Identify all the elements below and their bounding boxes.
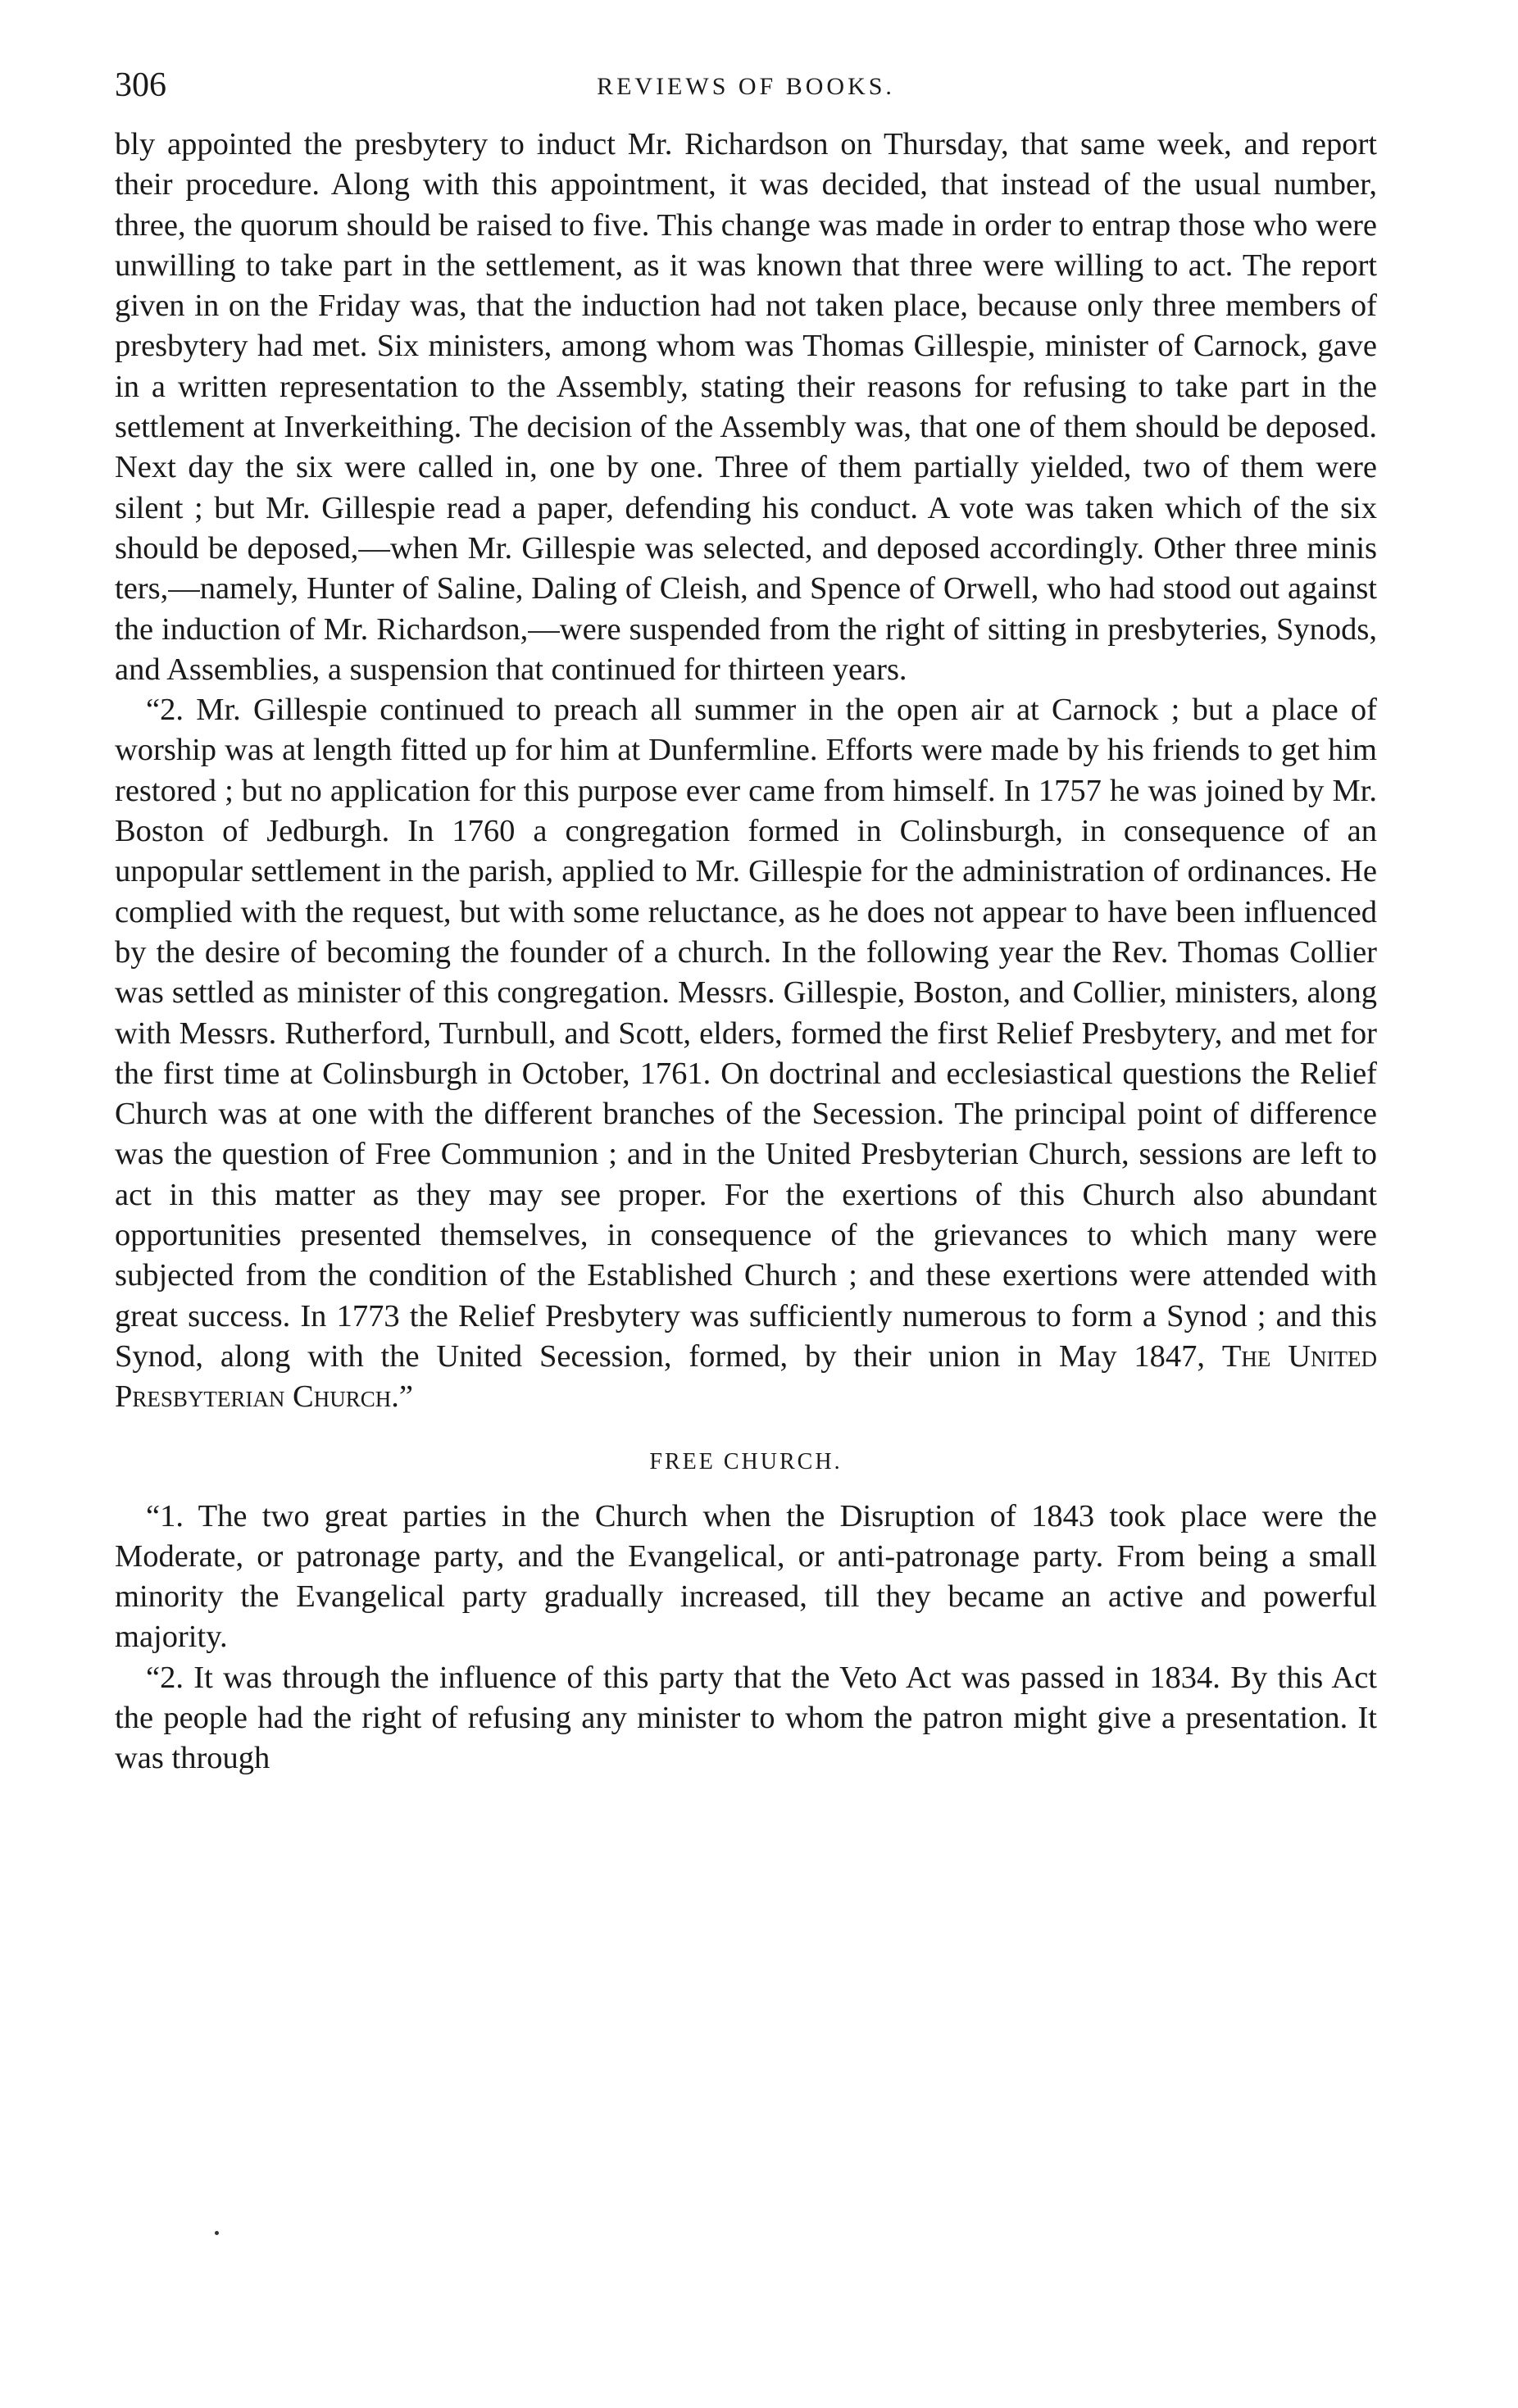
paragraph-free-church-2: “2. It was through the influence of this party that the Veto Act was passed in 1834. By this Act the people had the right of refusing any minister to whom the patron might give a presentation. It was through bbox=[115, 1660, 1377, 1776]
body-text bbox=[115, 125, 1377, 1779]
stray-ink-dot bbox=[215, 2231, 219, 2235]
church-name-small-caps: The United Presbyterian Church.” bbox=[115, 1338, 1377, 1415]
paragraph-relief-church bbox=[115, 690, 1377, 1417]
page-number: 306 bbox=[115, 66, 166, 104]
running-head bbox=[115, 64, 1377, 107]
paragraph-text: “2. Mr. Gillespie continued to preach all summer in the open air at Carnock ; but a place of worship was at length fitted up for him at Dunfermline. Efforts were made by his friends to get him restored ; but no application for this purpose ever came from himself. In 1757 he was joined by Mr. Boston of Jedburgh. In 1760 a congregation formed in Colinsburgh, in consequence of an unpopular settlement in the parish, applied to Mr. Gillespie for the administration of ordinances. He complied with the request, but with some reluctance, as he does not appear to have been influenced by the desire of becoming the founder of a church. In the following year the Rev. Thomas Collier was settled as minister of this congregation. Messrs. Gillespie, Boston, and Collier, ministers, along with Messrs. Rutherford, Turnbull, and Scott, elders, formed the first Relief Presbytery, and met for the first time at Colinsburgh in October, 1761. On doctrinal and ecclesiastical questions the Relief Church was at one with the different branches of the Secession. The principal point of difference was the question of Free Communion ; and in the United Presbyterian Church, sessions are left to act in this matter as they may see proper. For the exertions of this Church also abundant opportunities presented themselves, in consequence of the grievances to which many were subjected from the condition of the Established Church ; and these exertions were attended with great success. In 1773 the Relief Presbytery was sufficiently numerous to form a Synod ; and this Synod, along with the United Secession, formed, by their union in May 1847, bbox=[115, 693, 1377, 1374]
paragraph-free-church-1: “1. The two great parties in the Church when the Disruption of 1843 took place were the Moderate, or patronage party, and the Evangelical, or anti-patronage party. From being a small minority the Evangelical party gradually increased, till they became an active and powerful majority. bbox=[115, 1498, 1377, 1655]
running-title: REVIEWS OF BOOKS. bbox=[597, 73, 895, 100]
paragraph-continuation: bly appointed the presbytery to induct Mr. Richardson on Thursday, that same week, and report their procedure. Along with this appointment, it was decided, that instead of the usual number, three, the quorum should be raised to five. This change was made in order to entrap those who were unwilling to take part in the settlement, as it was known that three were willing to act. The report given in on the Friday was, that the induction had not taken place, because only three members of presbytery had met. Six ministers, among whom was Thomas Gillespie, minister of Carnock, gave in a written representation to the Assembly, stating their reasons for refusing to take part in the settlement at Inverkeithing. The decision of the Assembly was, that one of them should be deposed. Next day the six were called in, one by one. Three of them partially yielded, two of them were silent ; but Mr. Gillespie read a paper, defending his conduct. A vote was taken which of the six should be deposed,—when Mr. Gillespie was selected, and deposed accordingly. Other three minis ters,—namely, Hunter of Saline, Daling of Cleish, and Spence of Orwell, who had stood out against the induction of Mr. Richardson,—were suspended from the right of sitting in presbyteries, Synods, and Assemblies, a suspension that continued for thirteen years. bbox=[115, 127, 1377, 687]
page bbox=[115, 64, 1377, 1779]
section-heading: FREE CHURCH. bbox=[649, 1448, 843, 1474]
